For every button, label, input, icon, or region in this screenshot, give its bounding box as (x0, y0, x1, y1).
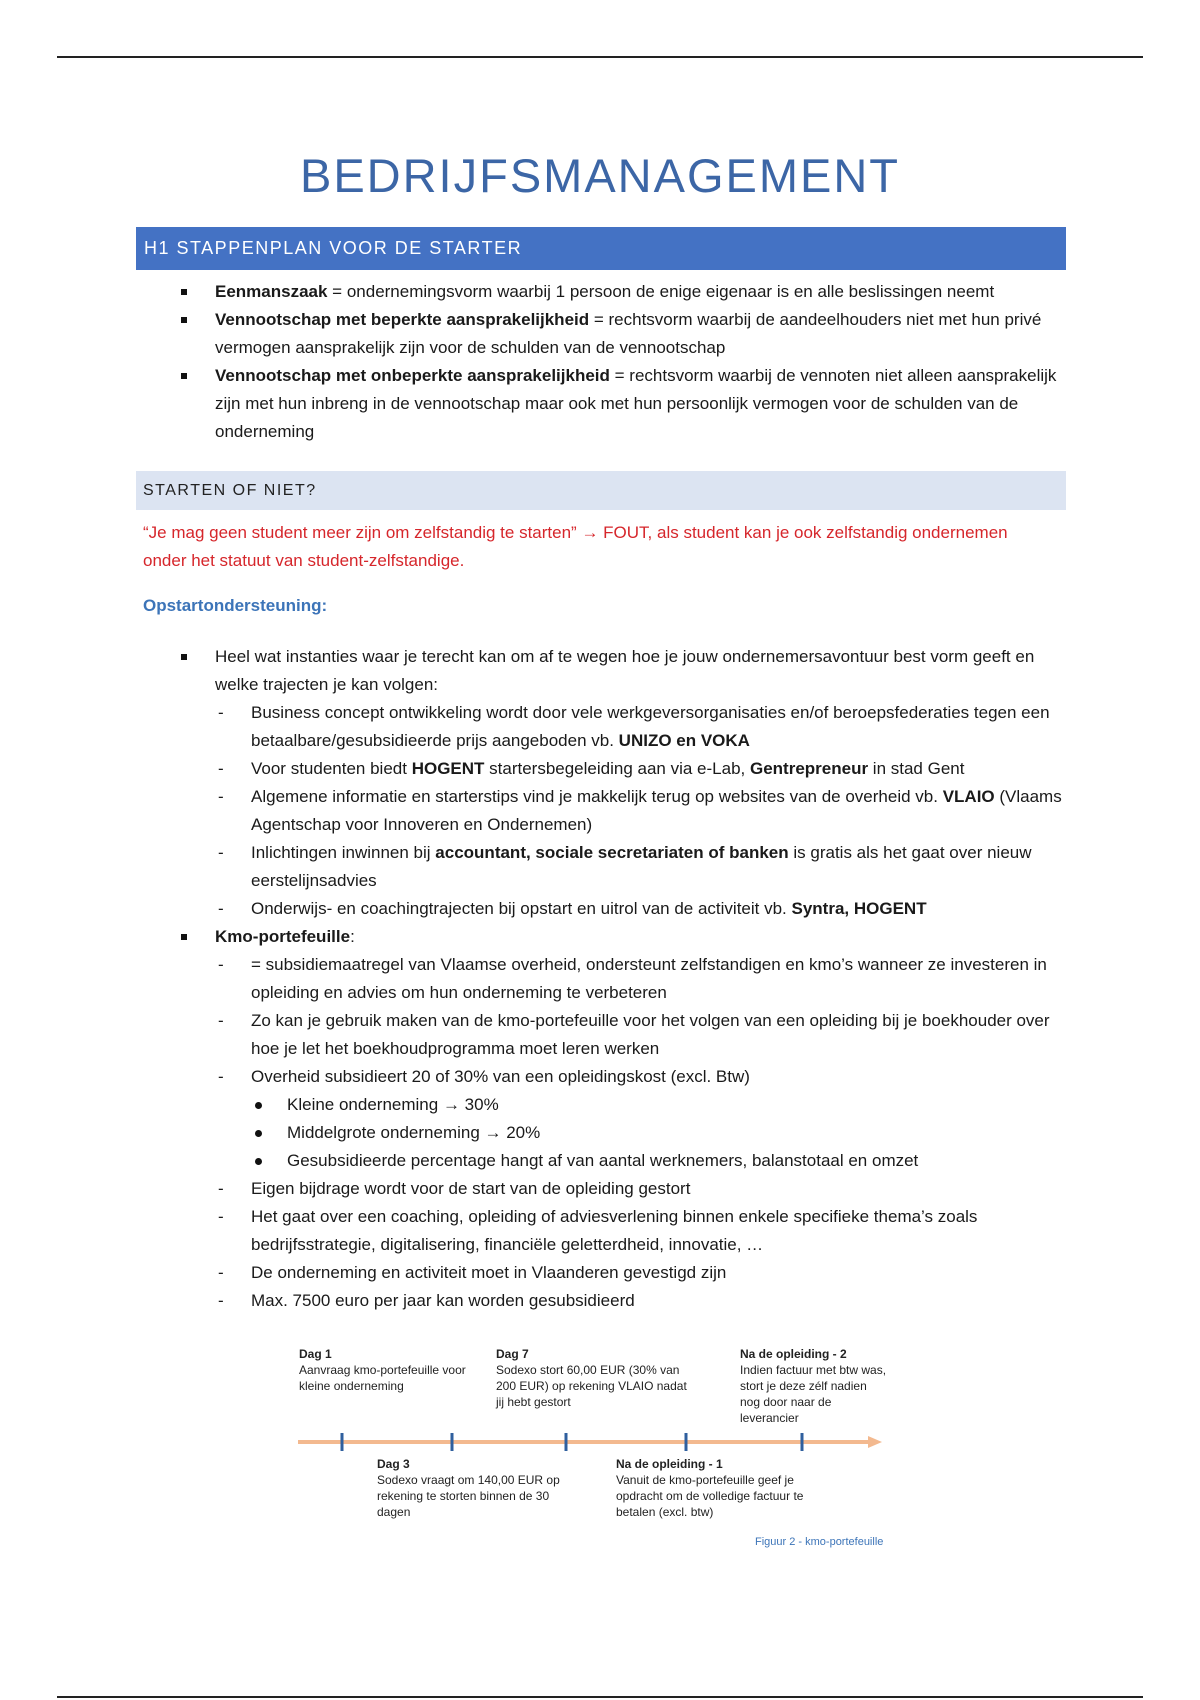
kmo-timeline-figure (290, 1340, 900, 1560)
list-item: Kmo-portefeuille: (215, 923, 1065, 951)
list-item: Gesubsidieerde percentage hangt af van aantal werknemers, balanstotaal en omzet (287, 1147, 1065, 1175)
list-item: Vennootschap met beperkte aansprakelijkheid = rechtsvorm waarbij de aandeelhouders niet met hun privé vermogen aansprakelijk zijn voor de schulden van de vennootschap (215, 306, 1065, 362)
timeline-event: Dag 7 Sodexo stort 60,00 EUR (30% van 200 EUR) op rekening VLAIO nadat jij hebt gestort (496, 1347, 687, 1409)
bottom-rule (57, 1696, 1143, 1698)
list-item: Middelgrote onderneming → 20% (287, 1119, 1065, 1147)
top-rule (57, 56, 1143, 58)
list-item: Heel wat instanties waar je terecht kan om af te wegen hoe je jouw ondernemersavontuur best vorm geeft en welke trajecten je kan volgen: (215, 643, 1065, 699)
figure-caption: Figuur 2 - kmo-portefeuille (755, 1536, 884, 1548)
list-item: - Onderwijs- en coachingtrajecten bij opstart en uitrol van de activiteit vb. Syntra, HOGENT (218, 899, 927, 918)
list-item: - Inlichtingen inwinnen bij accountant, sociale secretariaten of banken is gratis als het gaat over nieuw eerstelijnsadvies (218, 843, 1032, 890)
list-item: - Business concept ontwikkeling wordt door vele werkgeversorganisaties en/of beroepsfederaties tegen een betaalbare/gesubsidieerde prijs aangeboden vb. UNIZO en VOKA (218, 703, 1050, 750)
list-item: - = subsidiemaatregel van Vlaamse overheid, ondersteunt zelfstandigen en kmo’s wanneer ze investeren in opleiding en advies om hun onderneming te verbeteren (218, 955, 1047, 1002)
list-item: - Overheid subsidieert 20 of 30% van een opleidingskost (excl. Btw) (218, 1067, 750, 1086)
list-item: - Algemene informatie en starterstips vind je makkelijk terug op websites van de overheid vb. VLAIO (Vlaams Agentschap voor Innoveren en Ondernemen) (218, 787, 1062, 834)
list-item: Kleine onderneming → 30% (287, 1091, 1065, 1119)
timeline-event: Na de opleiding - 1 Vanuit de kmo-portefeuille geef je opdracht om de volledige factuur te betalen (excl. btw) (616, 1457, 804, 1519)
heading-1-bar: H1 STAPPENPLAN VOOR DE STARTER (136, 227, 1066, 270)
timeline-event: Na de opleiding - 2 Indien factuur met btw was, stort je deze zélf nadien nog door naar de leverancier (740, 1347, 887, 1425)
subheading: Opstartondersteuning: (143, 596, 328, 615)
list-item: - Zo kan je gebruik maken van de kmo-portefeuille voor het volgen van een opleiding bij je boekhouder over hoe je let het boekhoudprogramma moet leren werken (218, 1011, 1050, 1058)
list-item: - Voor studenten biedt HOGENT startersbegeleiding aan via e-Lab, Gentrepreneur in stad Gent (218, 759, 965, 778)
company-forms-list (215, 278, 1065, 446)
page-title: BEDRIJFSMANAGEMENT (299, 149, 901, 202)
timeline-arrow-head (868, 1436, 882, 1448)
list-item: Vennootschap met onbeperkte aansprakelijkheid = rechtsvorm waarbij de vennoten niet alleen aansprakelijk zijn met hun inbreng in de vennootschap maar ook met hun persoonlijk vermogen voor de schulden van de onderneming (215, 362, 1065, 446)
list-item: - Max. 7500 euro per jaar kan worden gesubsidieerd (218, 1291, 635, 1310)
misconception-note: “Je mag geen student meer zijn om zelfstandig te starten” → FOUT, als student kan je ook zelfstandig ondernemen onder het statuut van student-zelfstandige. (143, 523, 1008, 570)
support-list (215, 643, 1065, 1315)
heading-2-bar: STARTEN OF NIET? (136, 471, 1066, 510)
list-item: - Het gaat over een coaching, opleiding of adviesverlening binnen enkele specifieke thema’s zoals bedrijfsstrategie, digitalisering, financiële geletterdheid, innovatie, … (218, 1207, 978, 1254)
list-item: - Eigen bijdrage wordt voor de start van de opleiding gestort (218, 1179, 691, 1198)
timeline-event: Dag 3 Sodexo vraagt om 140,00 EUR op rekening te storten binnen de 30 dagen (377, 1457, 560, 1519)
timeline-event: Dag 1 Aanvraag kmo-portefeuille voor kleine onderneming (299, 1347, 466, 1393)
list-item: - De onderneming en activiteit moet in Vlaanderen gevestigd zijn (218, 1263, 727, 1282)
list-item: Eenmanszaak = ondernemingsvorm waarbij 1 persoon de enige eigenaar is en alle beslissingen neemt (215, 278, 1065, 306)
